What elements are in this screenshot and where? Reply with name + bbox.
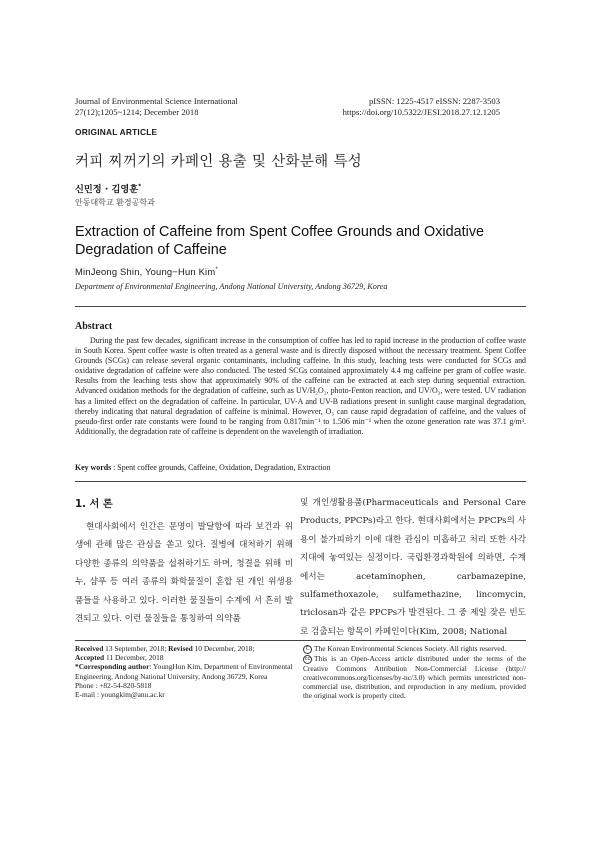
revised-label: Revised [168, 644, 193, 653]
keywords [75, 463, 526, 473]
authors-korean-names: 신민정 · 김영훈 [75, 184, 139, 195]
divider-top [75, 306, 526, 307]
issn: pISSN: 1225-4517 eISSN: 2287-3503 [368, 96, 500, 106]
keywords-label: Key words [75, 463, 112, 472]
accepted-date: 11 December, 2018 [104, 653, 164, 663]
email-link[interactable]: E-mail : youngkim@anu.ac.kr [75, 690, 165, 700]
affiliation-korean: 안동대학교 환경공학과 [75, 198, 155, 207]
license-line [303, 654, 526, 701]
authors-english [75, 266, 218, 277]
abstract-body: During the past few decades, significant increase in the consumption of coffee has led to rapid increase in the production of coffee waste in South Korea. Spent coffee waste is often treated as a general waste and is directly disposed without the necessary treatment. Spent Coffee Grounds (SCGs) can release several organic contaminants, including caffeine. In this study, leaching tests were conducted for SCGs and oxidative degradation of caffeine were also conducted. The tested SCGs contained approximately 4.4 mg caffeine per gram of coffee waste. Results from the leaching tests show that approximately 90% of the caffeine can be extracted at each step during sequential extraction. Advanced oxidation methods for the degradation of caffeine, such as UV/H₂O₂, photo-Fenton reaction, and UV/O₃, were tested. UV radiation has a limited effect on the degradation of caffeine. In particular, UV-A and UV-B radiations present in sunlight cause marginal degradation, thereby indicating that natural degradation of caffeine is minimal. However, O₃ can cause rapid degradation of caffeine, and the values of pseudo-first order rate constants were found to be ranging from 0.817min⁻¹ to 1.506 min⁻¹ when the ozone generation rate was 37.1 g/m³. Additionally, the degradation rate of caffeine is dependent on the wavelength of irradiation. [75, 336, 526, 436]
authors-korean [75, 181, 141, 195]
received-label: Received [75, 644, 104, 653]
received-revised-line [75, 644, 295, 653]
creative-commons-icon: cc [304, 655, 311, 662]
keywords-text: : Spent coffee grounds, Caffeine, Oxidation, Degradation, Extraction [111, 463, 331, 472]
license-block [303, 644, 526, 700]
section-heading-introduction: 1. 서 론 [75, 499, 113, 510]
intro-left-column: 현대사회에서 인간은 문명이 발달함에 따라 보건과 위생에 관해 많은 관심을 쏟고 있다. 질병에 대처하기 위해 다양한 종류의 의약품을 섭취하기도 하며, 청결을 위해 비누, 샴푸 등 여러 종류의 화학물질이 혼합 된 개인 위생용품들을 사용하고 있다. 이러한 물질들이 수계에 서 흔히 발견되고 있다. 이런 물질들을 통칭하여 의약품 [75, 522, 293, 625]
corresponding-author [75, 662, 295, 680]
authors-english-names: MinJeong Shin, Young−Hun Kim [75, 266, 216, 277]
affiliation-english: Department of Environmental Engineering, Andong National University, Andong 36729, Korea [75, 282, 388, 291]
phone: Phone : +82-54-820-5818 [75, 680, 152, 690]
corresponding-mark: * [138, 182, 142, 190]
divider-middle [75, 481, 526, 482]
journal-volume: 27(12);1205~1214; December 2018 [75, 107, 199, 117]
journal-identifiers [240, 96, 500, 118]
journal-name: Journal of Environmental Science International [75, 96, 238, 106]
copyright-icon: C [303, 645, 312, 654]
doi-link[interactable]: https://doi.org/10.5322/JESI.2018.27.12.1205 [342, 107, 500, 117]
accepted-label: Accepted [75, 653, 105, 663]
accepted-line [75, 653, 295, 662]
corresponding-mark-en: * [215, 266, 218, 273]
title-english: Extraction of Caffeine from Spent Coffee Grounds and Oxidative Degradation of Caffeine [75, 224, 485, 258]
copyright-line [303, 644, 526, 654]
footnote-dates [75, 644, 295, 699]
received-date: 13 September, 2018; [103, 644, 169, 653]
intro-right-column: 및 개인생활용품(Pharmaceuticals and Personal Care Products, PPCPs)라고 한다. 현대사회에서는 PPCPs의 사용이 불가피하기 이에 대한 관심이 미흡하고 처리 또한 사각지대에 놓여있는 실정이다. 국립환경과학원에 의하면, 수계에서는 acetaminophen, carbamazepine, sulfamethoxazole, sulfamethazine, lincomycin, triclosan과 같은 PPCPs가 발견된다. 그 중 제일 잦은 빈도로 검출되는 항목이 카페인이다(Kim, 2008; National [300, 498, 526, 637]
divider-footnote [75, 640, 526, 641]
title-korean: 커피 찌꺼기의 카페인 용출 및 산화분해 특성 [75, 154, 362, 170]
license-text: This is an Open-Access article distributed under the terms of the Creative Commons Attribution Non-Commercial License (http:// creativecommons.org/licenses/by-nc/3.0) which permits unrestricted non-commercial use, distribution, and reproduction in any medium, provided the original work is properly cited. [303, 653, 526, 701]
article-type: ORIGINAL ARTICLE [75, 127, 158, 137]
abstract-heading: Abstract [75, 321, 113, 332]
revised-date: 10 December, 2018; [192, 644, 255, 653]
corresponding-text: : YoungHun Kim, Department of Environmental Engineering, Andong National University, Andong 36729, Korea [75, 662, 293, 681]
corresponding-label: *Corresponding author [75, 662, 150, 672]
copyright-text: The Korean Environmental Sciences Society. All rights reserved. [314, 644, 507, 653]
